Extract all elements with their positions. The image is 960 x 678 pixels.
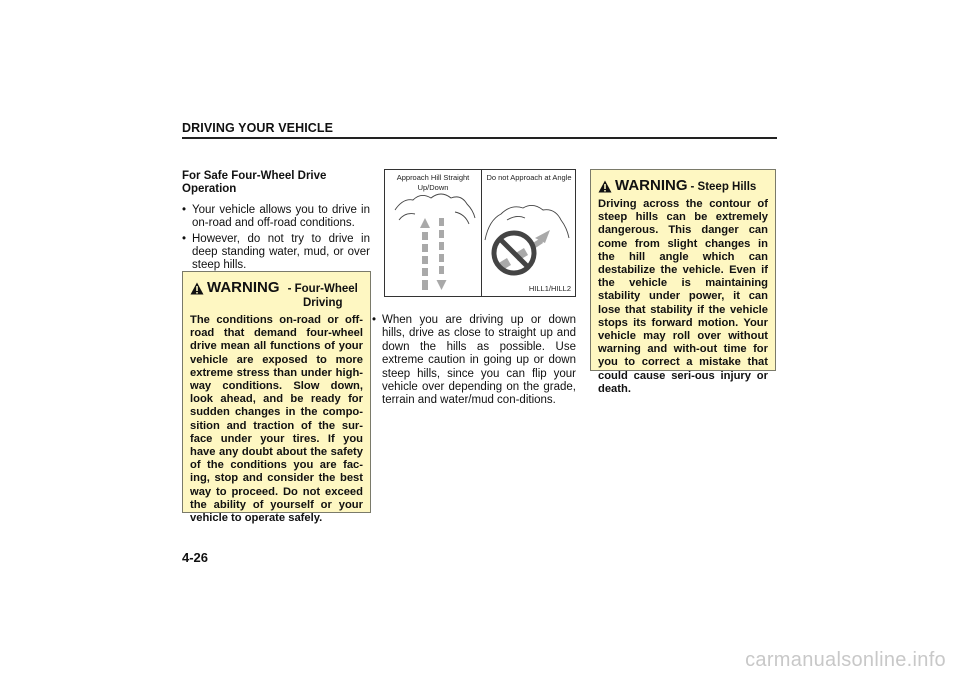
warning-word: WARNING — [207, 279, 280, 296]
hills-bullet: • When you are driving up or down hills, drive as close to straight up and down the hills as possible. Use extreme caution in going up or down steep hills, since you can flip your vehicle over depending on the grade, terrain and water/mud con-ditions. — [372, 314, 576, 408]
intro-bullet: • Your vehicle allows you to drive in on-road and off-road conditions. — [182, 204, 370, 231]
straight-arrow-icon — [420, 218, 447, 290]
section-title — [182, 170, 370, 197]
intro-bullet: • However, do not try to drive in deep standing water, mud, or over steep hills. — [182, 233, 370, 273]
section-title-line-2: Operation — [182, 183, 237, 196]
warning-subtitle: - Steep Hills — [690, 181, 757, 193]
figure-caption-left: Approach Hill Straight Up/Down — [396, 173, 470, 192]
figure-code: HILL1/HILL2 — [528, 284, 571, 293]
warning-body: Driving across the contour of steep hills can be extremely dangerous. This danger can come from slight changes in the hill angle which can destabilize the vehicle. Even if the vehicle is maintaining stability under power, it can lose that stability if the vehicle stops its forward motion. Your vehicle may roll over without warning and with-out time for you to correct a mistake that could cause seri-ous injury or death. — [598, 198, 768, 395]
section-title-line-1: For Safe Four-Wheel Drive — [182, 170, 327, 182]
warning-triangle-icon — [190, 282, 204, 295]
warning-box-four-wheel — [182, 271, 371, 525]
warning-body: The conditions on-road or off-road that demand four-wheel drive mean all functions of your vehicle are exposed to more extreme stress than under high-way conditions. Slow down, look ahead, and be ready for sudden changes in the compo-sition and traction of the sur-face under your tires. If you have any doubt about the safety of the conditions you are fac-ing, stop and consider the best way to proceed. Do not exceed the ability of yourself or your vehicle to operate safely. — [190, 314, 363, 525]
warning-box-steep-hills — [590, 169, 776, 395]
hill-approach-figure — [384, 169, 576, 297]
warning-triangle-icon — [598, 180, 612, 193]
figure-caption-right: Do not Approach at Angle — [486, 173, 572, 182]
intro-bullet-list — [182, 204, 370, 273]
warning-header — [598, 178, 768, 194]
prohibited-icon — [494, 233, 534, 273]
warning-subtitle: - Four-Wheel Driving — [287, 283, 358, 309]
page-header: DRIVING YOUR VEHICLE — [182, 121, 334, 135]
watermark: carmanualsonline.info — [745, 649, 946, 671]
page-number: 4-26 — [182, 550, 209, 565]
warning-header — [190, 280, 363, 310]
warning-word: WARNING — [615, 177, 688, 194]
hills-bullet-list — [372, 314, 576, 408]
figure-divider — [481, 170, 482, 296]
hills-section — [372, 314, 576, 410]
header-rule — [182, 137, 777, 139]
hill-contour-icon — [395, 194, 475, 224]
safe-4wd-section — [182, 170, 370, 275]
